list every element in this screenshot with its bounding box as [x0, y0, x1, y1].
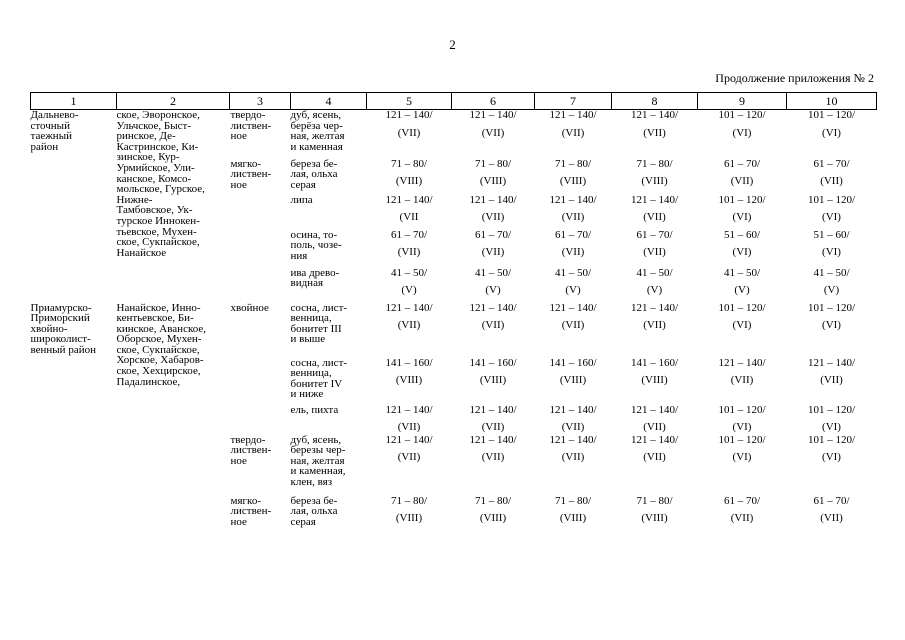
age-value-cell: [452, 195, 535, 230]
age-class: (VI): [822, 126, 841, 139]
age-class: (VII): [481, 451, 505, 463]
age-range: 121 – 140/: [469, 403, 517, 416]
age-class: (VII): [643, 451, 666, 463]
forest-type-cell-text: хвойное: [230, 301, 269, 314]
age-value-cell: [535, 230, 612, 268]
age-value-cell: [452, 435, 535, 496]
age-range: 121 – 140/: [469, 433, 517, 446]
age-value-cell: [367, 195, 452, 230]
age-value-cell: [367, 405, 452, 435]
continuation-label: Продолжение приложения № 2: [715, 71, 874, 85]
age-range: 121 – 140/: [549, 433, 597, 446]
age-range: 101 – 120/: [807, 193, 856, 206]
species-cell: [291, 268, 367, 303]
forest-type-cell-text: твердо- листвен- ное: [230, 433, 272, 467]
species-cell: [291, 159, 367, 195]
age-class: (VII): [561, 211, 585, 223]
forest-type-cell-text: твердо- листвен- ное: [230, 109, 272, 143]
age-range: 61 – 70/: [723, 157, 761, 170]
age-class: (VII): [820, 512, 843, 524]
age-class: (VIII): [641, 175, 668, 187]
age-class: (V): [823, 284, 840, 296]
age-range: 141 – 160/: [469, 356, 517, 369]
districts-cell-text: Нанайское, Инно- кентьевское, Би- кинское, Аванское, Оборское, Мухен- ское, Сукпайское, Хорское, Хабаров- ское, Хехцирское, Падалинское,: [116, 301, 206, 388]
districts-cell-text: ское, Эворонское, Ульчское, Быст- ринское, Де- Кастринское, Ки- зинское, Кур- Урмийское, Ули- канское, Комсо- мольское, Гурское, Нижне- Тамбовское, Ук- турское Иннокен- тьевское, Мухен- ское, Сукпайское, Нанайское: [116, 109, 205, 259]
age-value-cell: [367, 496, 452, 536]
species-cell-text: ель, пихта: [290, 403, 339, 416]
column-header: 10: [787, 93, 877, 110]
forest-type-cell-text: мягко- листвен- ное: [230, 494, 272, 528]
age-value-cell: [452, 405, 535, 435]
species-cell: [291, 358, 367, 405]
age-value-cell: [612, 358, 698, 405]
page-number: 2: [449, 37, 456, 52]
age-class: (VIII): [479, 175, 507, 187]
age-range: 121 – 140/: [549, 109, 597, 121]
age-range: 121 – 140/: [385, 403, 433, 416]
age-class: (VII): [730, 512, 754, 524]
age-class: (V): [485, 284, 501, 296]
age-class: (VII): [481, 246, 505, 258]
age-class: (VI): [732, 451, 752, 463]
age-value-cell: [787, 405, 877, 435]
region-name-cell-text: Приамурско- Приморский хвойно- широколист- венный район: [30, 301, 96, 356]
age-value-cell: [367, 303, 452, 358]
region-name-cell: [31, 110, 117, 303]
age-range: 71 – 80/: [554, 494, 592, 507]
species-cell: [291, 230, 367, 268]
age-value-cell: [787, 110, 877, 159]
age-class: (VII): [820, 175, 843, 187]
age-range: 121 – 140/: [630, 433, 679, 446]
age-value-cell: [698, 358, 787, 405]
table-body: [31, 110, 877, 536]
species-cell: [291, 405, 367, 435]
age-range: 51 – 60/: [723, 228, 761, 241]
age-range: 101 – 120/: [718, 301, 766, 314]
column-header: 4: [291, 93, 367, 110]
age-class: (VIII): [395, 175, 423, 187]
species-cell: [291, 496, 367, 536]
age-value-cell: [367, 435, 452, 496]
age-value-cell: [612, 405, 698, 435]
age-class: (VIII): [641, 512, 668, 524]
age-range: 71 – 80/: [554, 157, 592, 170]
age-value-cell: [535, 435, 612, 496]
age-class: (VIII): [395, 512, 423, 524]
age-range: 121 – 140/: [549, 403, 597, 416]
forest-type-cell: [230, 110, 291, 159]
age-value-cell: [787, 195, 877, 230]
age-range: 141 – 160/: [630, 356, 679, 369]
column-header: 1: [31, 93, 117, 110]
age-value-cell: [612, 230, 698, 268]
column-header: 3: [230, 93, 291, 110]
age-class: (VI): [822, 421, 841, 433]
age-range: 121 – 140/: [630, 403, 679, 416]
age-class: (VII): [561, 421, 585, 433]
age-value-cell: [787, 358, 877, 405]
age-range: 101 – 120/: [718, 109, 766, 121]
age-value-cell: [612, 303, 698, 358]
age-value-cell: [787, 230, 877, 268]
age-class: (VII): [643, 421, 666, 433]
species-cell-text: береза бе- лая, ольха серая: [290, 494, 338, 528]
age-range: 121 – 140/: [469, 109, 517, 121]
age-range: 41 – 50/: [813, 266, 850, 279]
age-class: (VI): [822, 451, 841, 463]
age-class: (VII): [730, 175, 754, 187]
age-value-cell: [535, 405, 612, 435]
districts-cell: [117, 303, 230, 536]
age-class: (VII): [643, 246, 666, 258]
age-range: 121 – 140/: [630, 301, 679, 314]
age-class: (VII): [481, 421, 505, 433]
age-value-cell: [612, 435, 698, 496]
column-header: 2: [117, 93, 230, 110]
age-range: 61 – 70/: [813, 494, 850, 507]
age-range: 61 – 70/: [723, 494, 761, 507]
age-value-cell: [452, 110, 535, 159]
age-value-cell: [535, 195, 612, 230]
age-range: 61 – 70/: [813, 157, 850, 170]
age-value-cell: [698, 435, 787, 496]
age-value-cell: [612, 110, 698, 159]
age-value-cell: [612, 268, 698, 303]
age-value-cell: [787, 159, 877, 195]
age-class: (VI): [822, 319, 841, 331]
age-class: (VII): [643, 211, 666, 223]
age-range: 61 – 70/: [554, 228, 592, 241]
age-value-cell: [787, 268, 877, 303]
age-class: (V): [565, 284, 581, 296]
age-range: 41 – 50/: [390, 266, 428, 279]
age-class: (VIII): [479, 512, 507, 524]
age-range: 101 – 120/: [718, 433, 766, 446]
age-value-cell: [698, 159, 787, 195]
age-value-cell: [698, 195, 787, 230]
age-class: (VI): [822, 211, 841, 223]
age-range: 121 – 140/: [469, 301, 517, 314]
species-cell-text: сосна, лист- венница, бонитет IV и ниже: [290, 356, 348, 401]
age-value-cell: [367, 159, 452, 195]
age-class: (VIII): [479, 374, 507, 386]
age-class: (V): [734, 284, 750, 296]
age-class: (VII): [730, 374, 754, 386]
age-class: (VII): [397, 246, 421, 258]
age-value-cell: [535, 303, 612, 358]
age-class: (VI): [732, 211, 752, 223]
age-value-cell: [452, 303, 535, 358]
age-range: 71 – 80/: [474, 157, 512, 170]
age-range: 121 – 140/: [630, 109, 679, 121]
forest-age-table: [30, 92, 877, 536]
species-cell-text: осина, то- поль, чозе- ния: [290, 228, 342, 262]
age-value-cell: [367, 358, 452, 405]
age-range: 41 – 50/: [474, 266, 512, 279]
age-value-cell: [698, 303, 787, 358]
age-class: (VII): [561, 126, 585, 139]
age-range: 121 – 140/: [807, 356, 856, 369]
age-class: (VII): [397, 451, 421, 463]
column-header: 7: [535, 93, 612, 110]
age-range: 121 – 140/: [549, 301, 597, 314]
age-class: (VII): [397, 421, 421, 433]
table-row: [31, 110, 877, 159]
species-cell-text: дуб, ясень, березы чер- ная, желтая и каменная, клен, вяз: [290, 433, 346, 488]
age-value-cell: [452, 268, 535, 303]
age-class: (V): [646, 284, 663, 296]
age-class: (VI): [732, 421, 752, 433]
age-value-cell: [452, 159, 535, 195]
age-class: (VII): [481, 126, 505, 139]
age-class: (VII): [397, 126, 421, 139]
age-range: 101 – 120/: [718, 193, 766, 206]
age-class: (VIII): [395, 374, 423, 386]
species-cell-text: липа: [290, 193, 313, 206]
age-value-cell: [698, 268, 787, 303]
age-class: (VIII): [559, 175, 587, 187]
age-value-cell: [535, 358, 612, 405]
species-cell-text: сосна, лист- венница, бонитет III и выше: [290, 301, 348, 346]
age-range: 101 – 120/: [718, 403, 766, 416]
age-range: 101 – 120/: [807, 433, 856, 446]
age-value-cell: [612, 195, 698, 230]
age-range: 101 – 120/: [807, 109, 856, 121]
age-class: (VIII): [641, 374, 668, 386]
age-range: 61 – 70/: [636, 228, 673, 241]
age-range: 141 – 160/: [385, 356, 433, 369]
forest-type-cell: [230, 435, 291, 496]
age-value-cell: [452, 230, 535, 268]
age-class: (VI): [732, 126, 752, 139]
forest-type-cell: [230, 159, 291, 303]
forest-type-cell: [230, 303, 291, 435]
age-class: (VIII): [559, 512, 587, 524]
column-header: 5: [367, 93, 452, 110]
age-range: 41 – 50/: [723, 266, 761, 279]
age-class: (VII): [561, 319, 585, 331]
age-range: 71 – 80/: [636, 494, 673, 507]
age-range: 101 – 120/: [807, 403, 856, 416]
column-header: 8: [612, 93, 698, 110]
age-range: 51 – 60/: [813, 228, 850, 241]
age-value-cell: [367, 230, 452, 268]
species-cell: [291, 195, 367, 230]
age-range: 41 – 50/: [554, 266, 592, 279]
age-range: 121 – 140/: [549, 193, 597, 206]
age-range: 121 – 140/: [385, 193, 433, 206]
age-class: (VII): [481, 319, 505, 331]
species-cell: [291, 303, 367, 358]
age-range: 121 – 140/: [385, 301, 433, 314]
column-header: 9: [698, 93, 787, 110]
age-class: (VI): [822, 246, 841, 258]
age-class: (V): [401, 284, 417, 296]
age-range: 121 – 140/: [385, 433, 433, 446]
age-value-cell: [698, 405, 787, 435]
age-range: 71 – 80/: [474, 494, 512, 507]
age-value-cell: [452, 496, 535, 536]
species-cell: [291, 435, 367, 496]
age-value-cell: [367, 110, 452, 159]
age-value-cell: [535, 268, 612, 303]
districts-cell: [117, 110, 230, 303]
age-class: (VII): [561, 451, 585, 463]
age-value-cell: [787, 496, 877, 536]
age-class: (VII): [643, 126, 666, 139]
age-range: 141 – 160/: [549, 356, 597, 369]
age-range: 61 – 70/: [390, 228, 428, 241]
age-range: 71 – 80/: [636, 157, 673, 170]
age-range: 121 – 140/: [469, 193, 517, 206]
age-range: 61 – 70/: [474, 228, 512, 241]
age-range: 71 – 80/: [390, 157, 428, 170]
age-range: 121 – 140/: [630, 193, 679, 206]
header-row: [31, 93, 877, 110]
age-class: (VII): [561, 246, 585, 258]
age-value-cell: [535, 159, 612, 195]
species-cell-text: ива древо- видная: [290, 266, 340, 290]
table-row: [31, 303, 877, 358]
age-value-cell: [612, 496, 698, 536]
age-range: 121 – 140/: [385, 109, 433, 121]
age-value-cell: [698, 230, 787, 268]
column-header: 6: [452, 93, 535, 110]
age-class: (VII): [397, 319, 421, 331]
age-range: 121 – 140/: [718, 356, 766, 369]
age-value-cell: [612, 159, 698, 195]
species-cell-text: береза бе- лая, ольха серая: [290, 157, 338, 191]
age-value-cell: [452, 358, 535, 405]
age-range: 101 – 120/: [807, 301, 856, 314]
age-class: (VII: [399, 211, 419, 223]
age-value-cell: [535, 496, 612, 536]
age-range: 71 – 80/: [390, 494, 428, 507]
forest-type-cell: [230, 496, 291, 536]
age-class: (VII): [820, 374, 843, 386]
age-value-cell: [367, 268, 452, 303]
age-class: (VIII): [559, 374, 587, 386]
age-value-cell: [787, 303, 877, 358]
age-class: (VII): [643, 319, 666, 331]
age-class: (VI): [732, 246, 752, 258]
region-name-cell: [31, 303, 117, 536]
age-value-cell: [787, 435, 877, 496]
region-name-cell-text: Дальнево- сточный таежный район: [30, 109, 79, 153]
species-cell-text: дуб, ясень, берёза чер- ная, желтая и каменная: [290, 109, 345, 153]
age-value-cell: [535, 110, 612, 159]
species-cell: [291, 110, 367, 159]
age-value-cell: [698, 496, 787, 536]
forest-type-cell-text: мягко- листвен- ное: [230, 157, 272, 191]
age-class: (VI): [732, 319, 752, 331]
age-range: 41 – 50/: [636, 266, 673, 279]
age-value-cell: [698, 110, 787, 159]
age-class: (VII): [481, 211, 505, 223]
